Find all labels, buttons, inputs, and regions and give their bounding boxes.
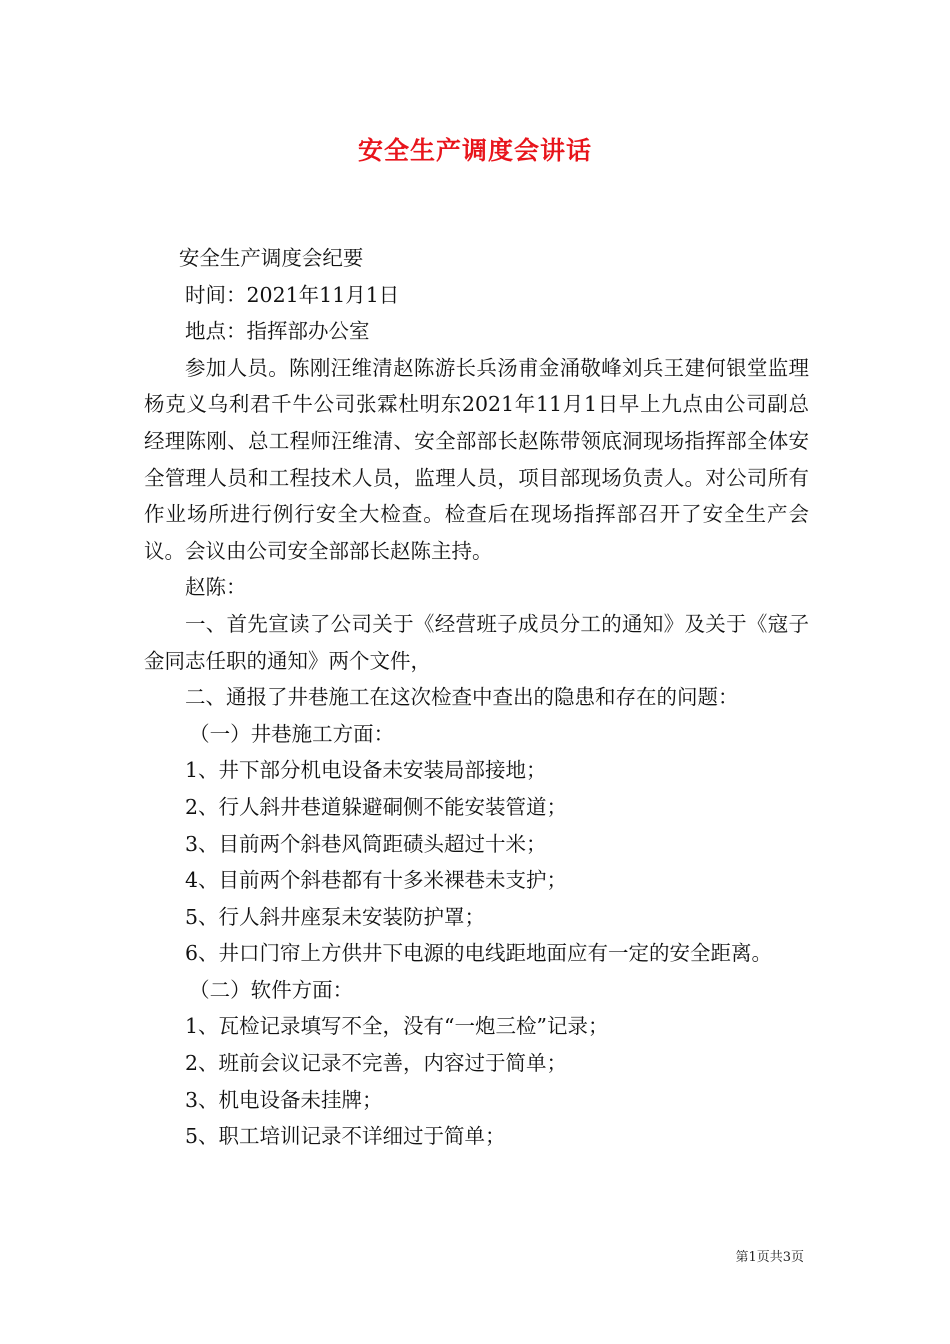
paragraph-time: 时间：2021年11月1日 [185,282,400,307]
list-item: 1、井下部分机电设备未安装局部接地； [185,758,547,783]
paragraph-section-shaft: （一）井巷施工方面： [189,721,395,746]
paragraph-location: 地点：指挥部办公室 [185,319,370,344]
page-number: 第1页共3页 [735,1250,804,1265]
list-item: 3、机电设备未挂牌； [185,1087,383,1112]
document-title: 安全生产调度会讲话 [357,136,592,165]
list-item: 5、职工培训记录不详细过于简单； [185,1124,506,1149]
paragraph-item-one: 一、首先宣读了公司关于《经营班子成员分工的通知》及关于《寇子金同志任职的通知》两个文件， [144,611,809,673]
paragraph-item-two: 二、通报了井巷施工在这次检查中查出的隐患和存在的问题： [185,685,739,710]
paragraph-speaker: 赵陈： [185,575,247,600]
paragraph-attendees: 参加人员。陈刚汪维清赵陈游长兵汤甫金涌敬峰刘兵王建何银堂监理杨克义乌利君千牛公司张霖杜明东2021年11月1日早上九点由公司副总经理陈刚、总工程师汪维清、安全部部长赵陈带领底洞现场指挥部全体安全管理人员和工程技术人员，监理人员，项目部现场负责人。对公司所有作业场所进行例行安全大检查。检查后在现场指挥部召开了安全生产会议。会议由公司安全部部长赵陈主持。 [144,355,809,563]
list-item: 2、班前会议记录不完善，内容过于简单； [185,1051,568,1076]
list-item: 2、行人斜井巷道躲避硐侧不能安装管道； [185,794,568,819]
list-item: 5、行人斜井座泵未安装防护罩； [185,904,486,929]
list-item: 6、井口门帘上方供井下电源的电线距地面应有一定的安全距离。 [185,941,773,966]
list-item: 3、目前两个斜巷风筒距碛头超过十米； [185,831,547,856]
list-item: 1、瓦检记录填写不全，没有“一炮三检”记录； [185,1014,609,1039]
paragraph-heading: 安全生产调度会纪要 [178,246,364,270]
list-item: 4、目前两个斜巷都有十多米裸巷未支护； [185,868,568,893]
paragraph-section-software: （二）软件方面： [189,977,354,1002]
document-body [144,240,809,1155]
